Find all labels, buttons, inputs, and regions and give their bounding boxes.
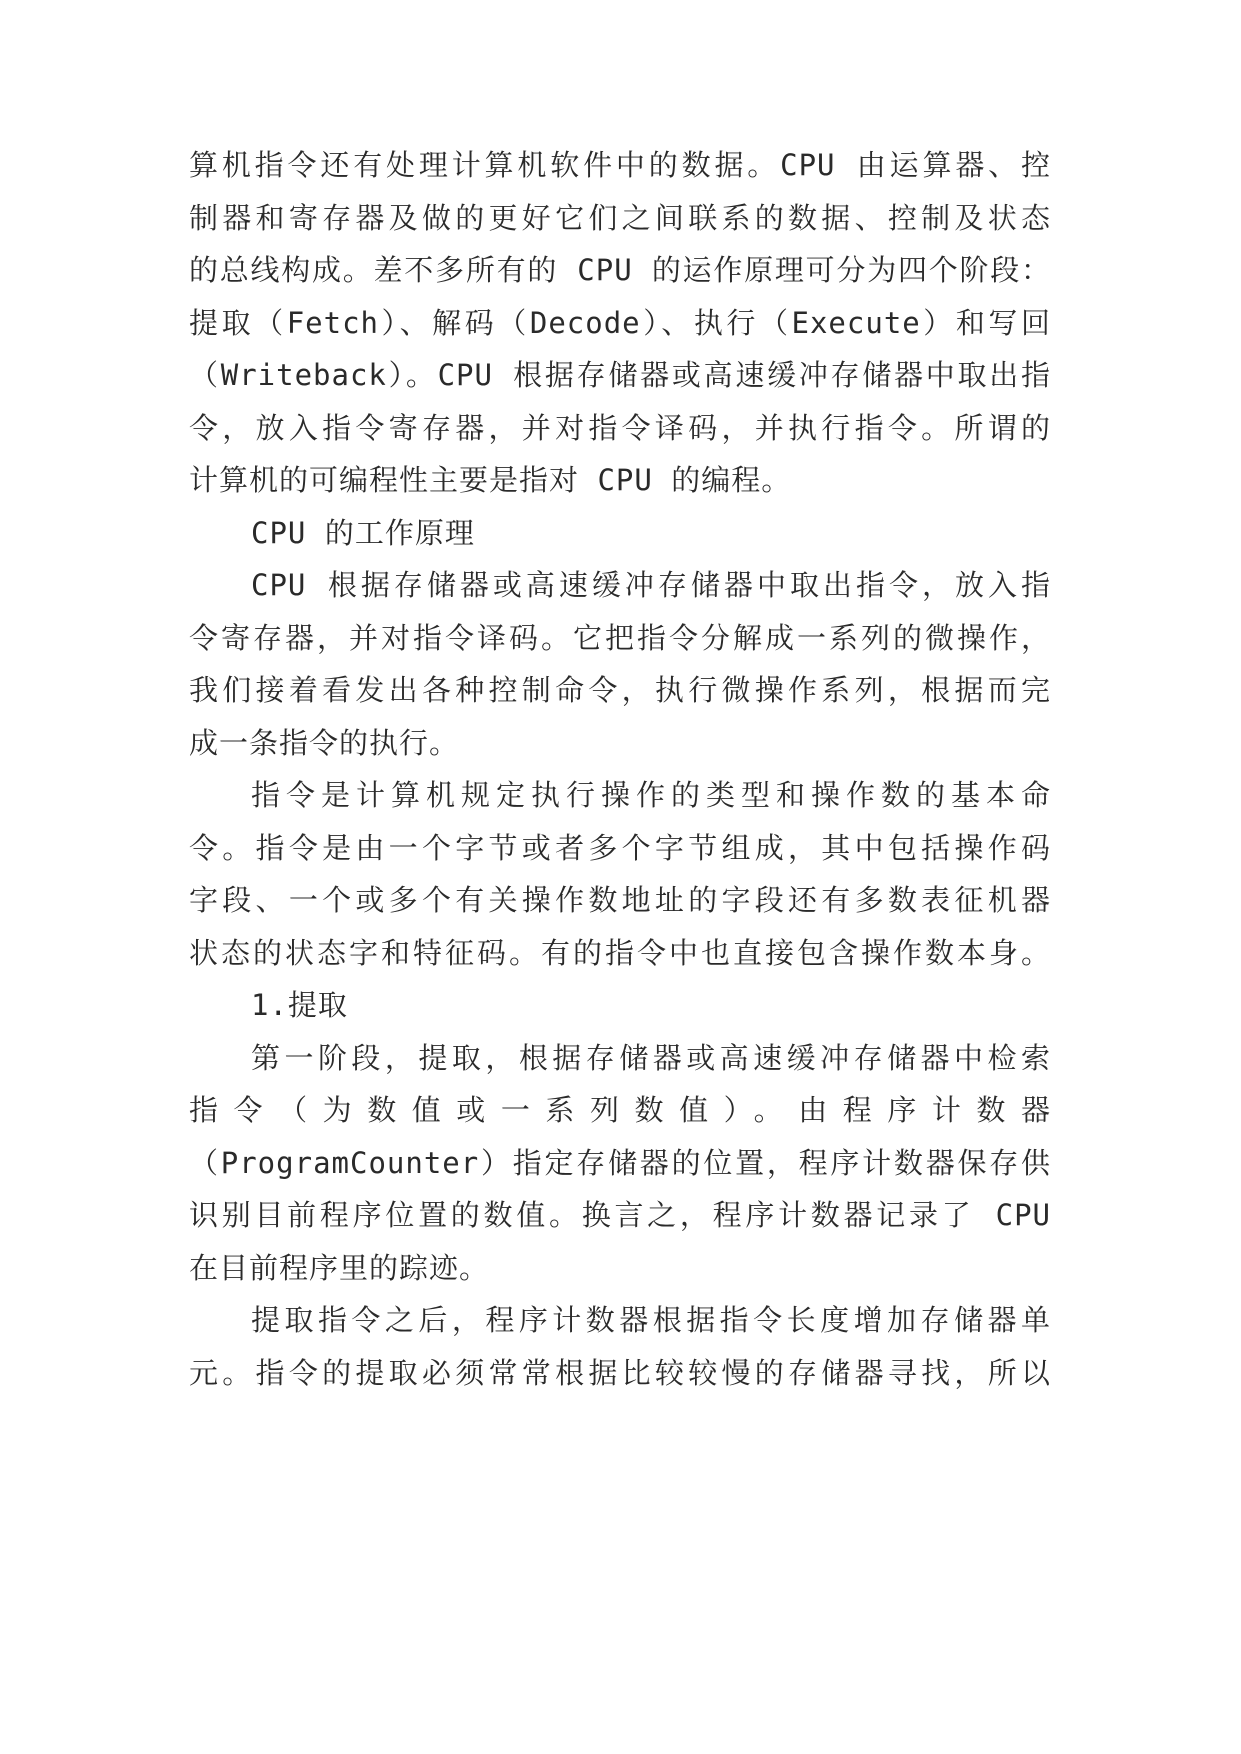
paragraph-line: 第一阶段，提取，根据存储器或高速缓冲存储器中检索 (251, 1041, 1051, 1075)
paragraph-line: 提取指令之后，程序计数器根据指令长度增加存储器单 (251, 1303, 1051, 1337)
paragraph-line: 的总线构成。差不多所有的 CPU 的运作原理可分为四个阶段： (189, 253, 1051, 287)
paragraph-line: 制器和寄存器及做的更好它们之间联系的数据、控制及状态 (189, 201, 1051, 235)
section-heading: CPU 的工作原理 (251, 516, 475, 550)
paragraph-line: CPU 根据存储器或高速缓冲存储器中取出指令，放入指 (251, 568, 1051, 602)
paragraph-line: 识别目前程序位置的数值。换言之，程序计数器记录了 CPU (189, 1198, 1051, 1232)
paragraph-line: 状态的状态字和特征码。有的指令中也直接包含操作数本身。 (189, 936, 1051, 970)
paragraph-line: 在目前程序里的踪迹。 (189, 1251, 490, 1285)
paragraph-line: 元。指令的提取必须常常根据比较较慢的存储器寻找，所以 (189, 1356, 1051, 1390)
paragraph-line: 我们接着看发出各种控制命令，执行微操作系列，根据而完 (189, 673, 1051, 707)
paragraph-line: 计算机的可编程性主要是指对 CPU 的编程。 (189, 463, 792, 497)
section-heading: 1.提取 (251, 988, 348, 1022)
paragraph-line: 指令是计算机规定执行操作的类型和操作数的基本命 (251, 778, 1051, 812)
paragraph-line: 令。指令是由一个字节或者多个字节组成，其中包括操作码 (189, 831, 1051, 865)
paragraph-line: 提取（Fetch）、解码（Decode）、执行（Execute）和写回 (189, 306, 1051, 340)
paragraph-line: 令寄存器，并对指令译码。它把指令分解成一系列的微操作， (189, 621, 1051, 655)
paragraph-line: （Writeback）。CPU 根据存储器或高速缓冲存储器中取出指 (189, 358, 1051, 392)
paragraph-line: 指令（为数值或一系列数值）。由程序计数器 (189, 1093, 1051, 1127)
paragraph-line: （ProgramCounter）指定存储器的位置，程序计数器保存供 (189, 1146, 1051, 1180)
paragraph-line: 成一条指令的执行。 (189, 726, 460, 760)
paragraph-line: 令，放入指令寄存器，并对指令译码，并执行指令。所谓的 (189, 411, 1051, 445)
paragraph-line: 字段、一个或多个有关操作数地址的字段还有多数表征机器 (189, 883, 1051, 917)
paragraph-line: 算机指令还有处理计算机软件中的数据。CPU 由运算器、控 (189, 148, 1051, 182)
